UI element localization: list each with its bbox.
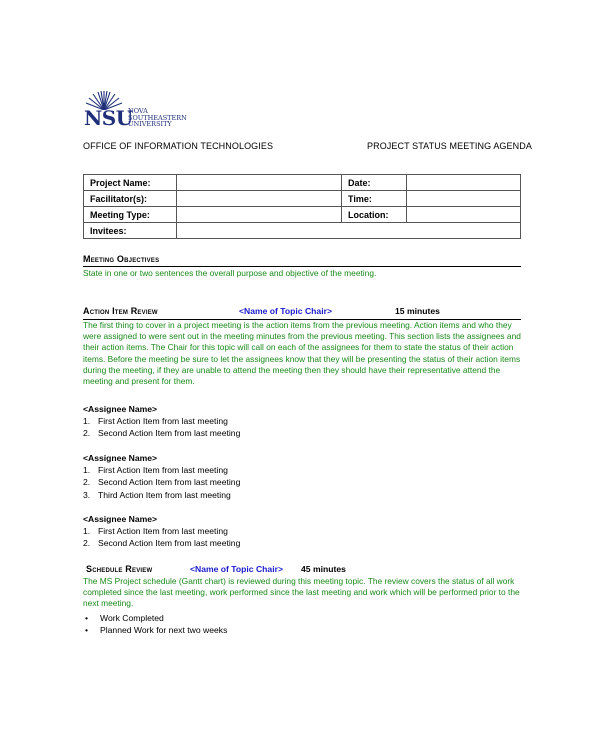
list-item: 2. Second Action Item from last meeting <box>83 477 241 488</box>
meeting-type-label: Meeting Type: <box>84 207 177 223</box>
assignee-name: <Assignee Name> <box>83 453 158 463</box>
logo-wordmark: NSU <box>84 106 133 130</box>
action-review-chair: <Name of Topic Chair> <box>239 306 332 316</box>
objectives-divider <box>83 266 521 267</box>
objectives-text: State in one or two sentences the overall purpose and objective of the meeting. <box>83 268 377 278</box>
office-name: OFFICE OF INFORMATION TECHNOLOGIES <box>83 141 274 151</box>
action-review-heading: Action Item Review <box>83 306 158 316</box>
list-item: 1. First Action Item from last meeting <box>83 465 228 475</box>
schedule-review-heading: Schedule Review <box>86 564 153 574</box>
list-item: • Planned Work for next two weeks <box>85 625 228 636</box>
objectives-heading: Meeting Objectives <box>83 254 160 264</box>
facilitators-field[interactable] <box>177 191 342 207</box>
location-field[interactable] <box>407 207 521 223</box>
date-label: Date: <box>342 175 407 191</box>
schedule-review-text: The MS Project schedule (Gantt chart) is reviewed during this meeting topic. The review covers the status of all work completed since the last meeting, work performed since the last meeting and work which will be performed prior to the next meeting. <box>83 576 520 609</box>
schedule-bullet-list <box>83 612 227 637</box>
document-title: PROJECT STATUS MEETING AGENDA <box>367 141 532 151</box>
time-label: Time: <box>342 191 407 207</box>
meeting-type-field[interactable] <box>177 207 342 223</box>
project-name-label: Project Name: <box>84 175 177 191</box>
table-row <box>84 175 521 191</box>
invitees-label: Invitees: <box>84 223 177 239</box>
list-item: 3. Third Action Item from last meeting <box>83 489 231 500</box>
schedule-review-header <box>83 564 521 576</box>
meeting-info-table <box>83 174 521 239</box>
assignee-name: <Assignee Name> <box>83 514 158 524</box>
table-row <box>84 207 521 223</box>
action-review-text: The first thing to cover in a project meeting is the action items from the previous meeting. Action items and who they were assigned to were sent out in the meeting minutes from the previous meeting. This section lists the assignees and their action items. The Chair for this topic will call on each of the assignees for them to state the status of their action items. Before the meeting be sure to let the assignees know that they will be presenting the status of their action items during the meeting, if they are unable to attend the meeting then they should have their representative attend the meeting and present for them. <box>83 320 521 387</box>
table-row <box>84 223 521 239</box>
list-item: 2. Second Action Item from last meeting <box>83 538 241 549</box>
action-item-list <box>83 525 240 550</box>
list-item: • Work Completed <box>85 613 164 623</box>
table-row <box>84 191 521 207</box>
action-item-list <box>83 415 240 440</box>
location-label: Location: <box>342 207 407 223</box>
facilitators-label: Facilitator(s): <box>84 191 177 207</box>
logo-university-name: NOVA SOUTHEASTERN UNIVERSITY <box>128 107 187 128</box>
nsu-logo <box>84 90 194 136</box>
action-review-duration: 15 minutes <box>395 306 440 316</box>
invitees-field[interactable] <box>177 223 521 239</box>
schedule-review-duration: 45 minutes <box>301 564 346 574</box>
date-field[interactable] <box>407 175 521 191</box>
schedule-review-chair: <Name of Topic Chair> <box>190 564 283 574</box>
project-name-field[interactable] <box>177 175 342 191</box>
action-review-header <box>83 306 521 318</box>
assignee-name: <Assignee Name> <box>83 404 158 414</box>
list-item: 1. First Action Item from last meeting <box>83 416 228 426</box>
list-item: 2. Second Action Item from last meeting <box>83 428 241 439</box>
time-field[interactable] <box>407 191 521 207</box>
list-item: 1. First Action Item from last meeting <box>83 526 228 536</box>
action-item-list <box>83 464 240 501</box>
